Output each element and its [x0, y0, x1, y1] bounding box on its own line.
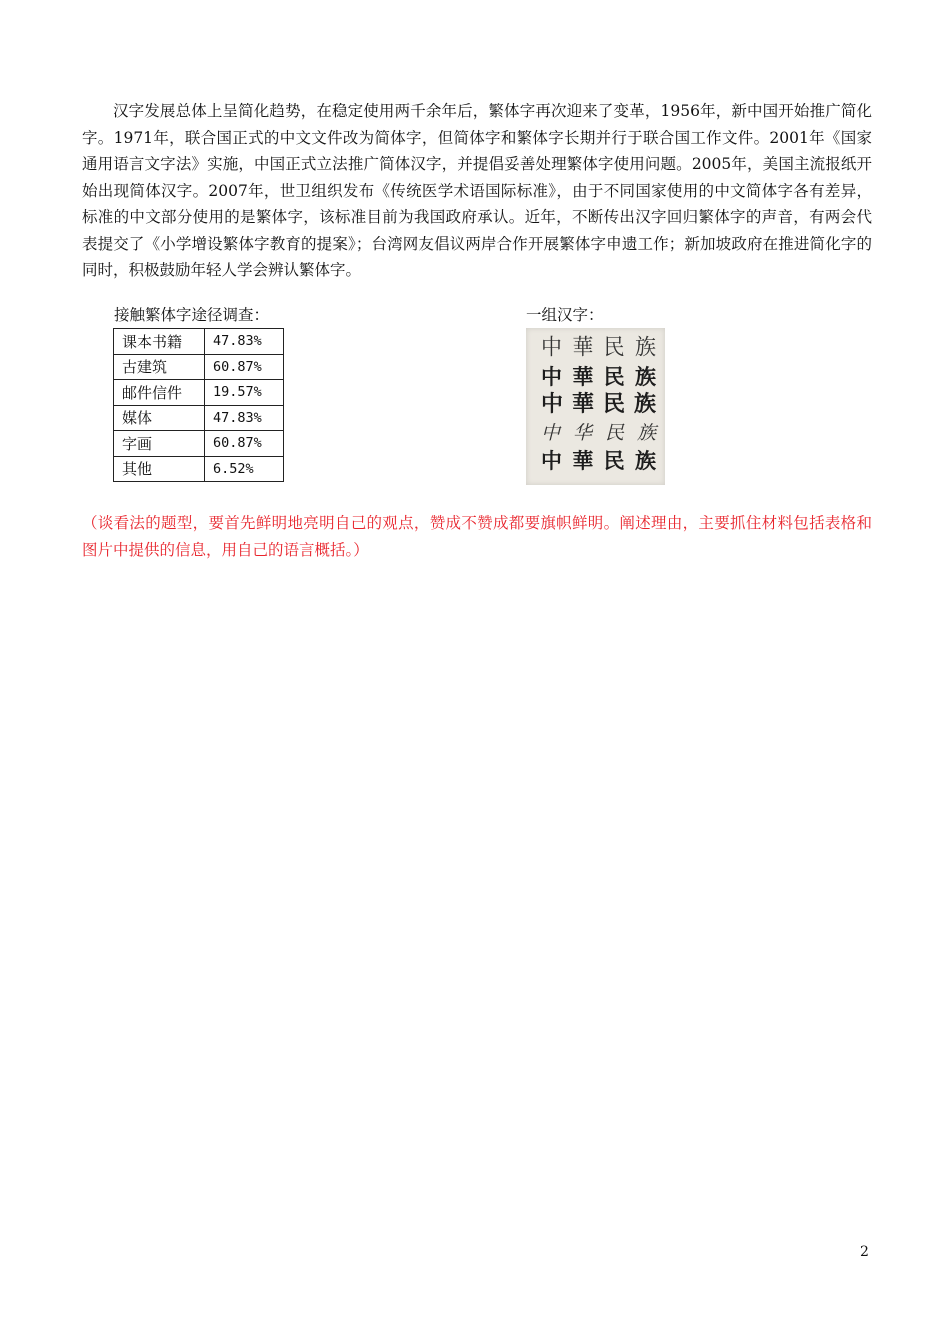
- calligraphy-image: [526, 328, 665, 485]
- character: 族: [633, 392, 656, 417]
- channel-percent: 47.83%: [205, 329, 284, 355]
- channel-name: 课本书籍: [114, 329, 205, 355]
- character: 中: [541, 392, 564, 417]
- seal-script-row: [541, 333, 656, 360]
- answer-hint: （谈看法的题型，要首先鲜明地亮明自己的观点，赞成不赞成都要旗帜鲜明。阐述理由，主要抓住材料包括表格和图片中提供的信息，用自己的语言概括。）: [82, 514, 872, 559]
- table-row: [114, 354, 284, 380]
- channel-name: 其他: [114, 456, 205, 482]
- channel-percent: 6.52%: [205, 456, 284, 482]
- character: 中: [541, 334, 562, 360]
- channel-name: 邮件信件: [114, 380, 205, 406]
- character: 族: [634, 448, 656, 473]
- character: 華: [572, 334, 594, 360]
- channel-percent: 60.87%: [205, 354, 284, 380]
- channel-percent: 47.83%: [205, 405, 284, 431]
- character: 華: [571, 392, 594, 417]
- character: 族: [634, 334, 656, 360]
- character: 中: [541, 365, 562, 389]
- running-script-row: [541, 448, 656, 474]
- channel-name: 媒体: [114, 405, 205, 431]
- character: 華: [572, 448, 594, 473]
- character: 民: [603, 448, 625, 473]
- survey-caption: 接触繁体字途径调查：: [114, 306, 270, 324]
- character: 中: [541, 422, 561, 444]
- survey-table: [113, 328, 284, 482]
- character: 中: [541, 448, 562, 473]
- character: 民: [604, 422, 624, 444]
- page-number: 2: [860, 1244, 869, 1260]
- character: 民: [603, 365, 625, 389]
- character: 华: [572, 422, 592, 444]
- character: 民: [602, 392, 625, 417]
- cursive-script-row: [541, 420, 656, 446]
- table-row: [114, 329, 284, 355]
- table-row: [114, 405, 284, 431]
- characters-caption: 一组汉字：: [526, 306, 604, 324]
- channel-name: 古建筑: [114, 354, 205, 380]
- character: 族: [634, 365, 656, 389]
- channel-percent: 60.87%: [205, 431, 284, 457]
- clerical-script-row: [541, 364, 656, 390]
- character: 民: [603, 334, 625, 360]
- channel-percent: 19.57%: [205, 380, 284, 406]
- channel-name: 字画: [114, 431, 205, 457]
- table-row: [114, 380, 284, 406]
- table-row: [114, 431, 284, 457]
- table-row: [114, 456, 284, 482]
- intro-paragraph: 汉字发展总体上呈简化趋势，在稳定使用两千余年后，繁体字再次迎来了变革，1956年，新中国开始推广简化字。1971年，联合国正式的中文文件改为简体字，但简体字和繁体字长期并行于联合国工作文件。2001年《国家通用语言文字法》实施，中国正式立法推广简体汉字，并提倡妥善处理繁体字使用问题。2005年，美国主流报纸开始出现简体汉字。2007年，世卫组织发布《传统医学术语国际标准》，由于不同国家使用的中文简体字各有差异，标准的中文部分使用的是繁体字，该标准目前为我国政府承认。近年，不断传出汉字回归繁体字的声音，有两会代表提交了《小学增设繁体字教育的提案》；台湾网友倡议两岸合作开展繁体字申遗工作；新加坡政府在推进简化字的同时，积极鼓励年轻人学会辨认繁体字。: [82, 102, 872, 279]
- regular-script-row: [541, 392, 656, 418]
- character: 族: [636, 422, 656, 444]
- character: 華: [572, 365, 594, 389]
